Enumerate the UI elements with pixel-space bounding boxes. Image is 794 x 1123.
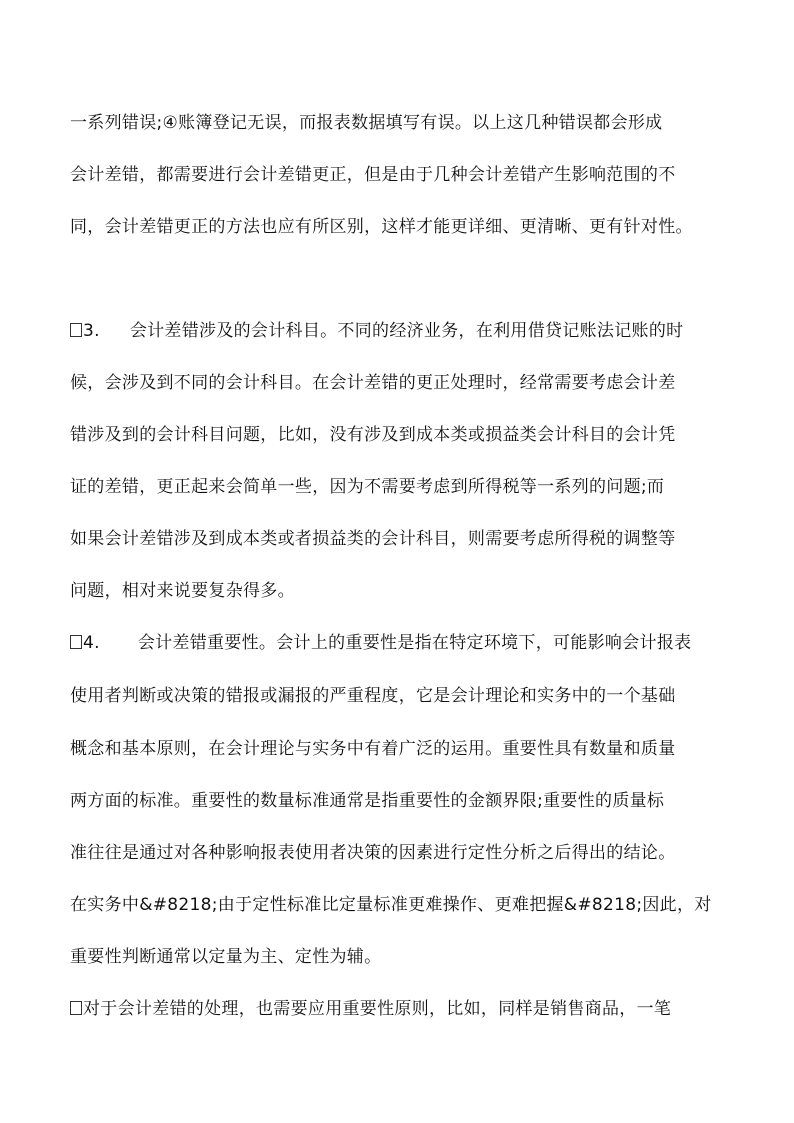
text-line: 两方面的标准。重要性的数量标准通常是指重要性的金额界限;重要性的质量标 bbox=[70, 791, 665, 811]
section-3-first-line: 会计差错涉及的会计科目。不同的经济业务，在利用借贷记账法记账的时 bbox=[129, 321, 684, 341]
last-line-text: 对于会计差错的处理，也需要应用重要性原则，比如，同样是销售商品，一笔 bbox=[83, 999, 672, 1019]
section-number: 4. bbox=[83, 633, 100, 653]
text-line: 概念和基本原则，在会计理论与实务中有着广泛的运用。重要性具有数量和质量 bbox=[70, 739, 676, 759]
text-line: 证的差错，更正起来会简单一些，因为不需要考虑到所得税等一系列的问题;而 bbox=[70, 477, 665, 497]
text-line: 使用者判断或决策的错报或漏报的严重程度，它是会计理论和实务中的一个基础 bbox=[70, 686, 676, 706]
section-4-first-line: 会计差错重要性。会计上的重要性是指在特定环境下，可能影响会计报表 bbox=[137, 633, 692, 653]
text-line: 会计差错，都需要进行会计差错更正，但是由于几种会计差错产生影响范围的不 bbox=[70, 165, 676, 185]
checkbox-icon bbox=[70, 635, 82, 649]
section-number: 3. bbox=[83, 321, 100, 341]
text-line: 在实务中&#8218;由于定性标准比定量标准更难操作、更难把握&#8218;因此，对 bbox=[70, 895, 712, 915]
text-line: 同，会计差错更正的方法也应有所区别，这样才能更详细、更清晰、更有针对性。 bbox=[70, 217, 693, 237]
last-line bbox=[70, 997, 671, 1021]
text-line: 错涉及到的会计科目问题，比如，没有涉及到成本类或损益类会计科目的会计凭 bbox=[70, 425, 676, 445]
section-4-heading-line bbox=[70, 631, 691, 655]
checkbox-icon bbox=[70, 323, 82, 337]
text-line: 如果会计差错涉及到成本类或者损益类的会计科目，则需要考虑所得税的调整等 bbox=[70, 529, 676, 549]
checkbox-icon bbox=[70, 1001, 82, 1015]
text-line: 问题，相对来说要复杂得多。 bbox=[70, 581, 295, 601]
text-line: 候，会涉及到不同的会计科目。在会计差错的更正处理时，经常需要考虑会计差 bbox=[70, 373, 676, 393]
text-line: 重要性判断通常以定量为主、定性为辅。 bbox=[70, 947, 382, 967]
text-line: 一系列错误;④账簿登记无误，而报表数据填写有误。以上这几种错误都会形成 bbox=[70, 113, 663, 133]
section-3-heading-line bbox=[70, 319, 683, 343]
text-line: 准往往是通过对各种影响报表使用者决策的因素进行定性分析之后得出的结论。 bbox=[70, 843, 676, 863]
